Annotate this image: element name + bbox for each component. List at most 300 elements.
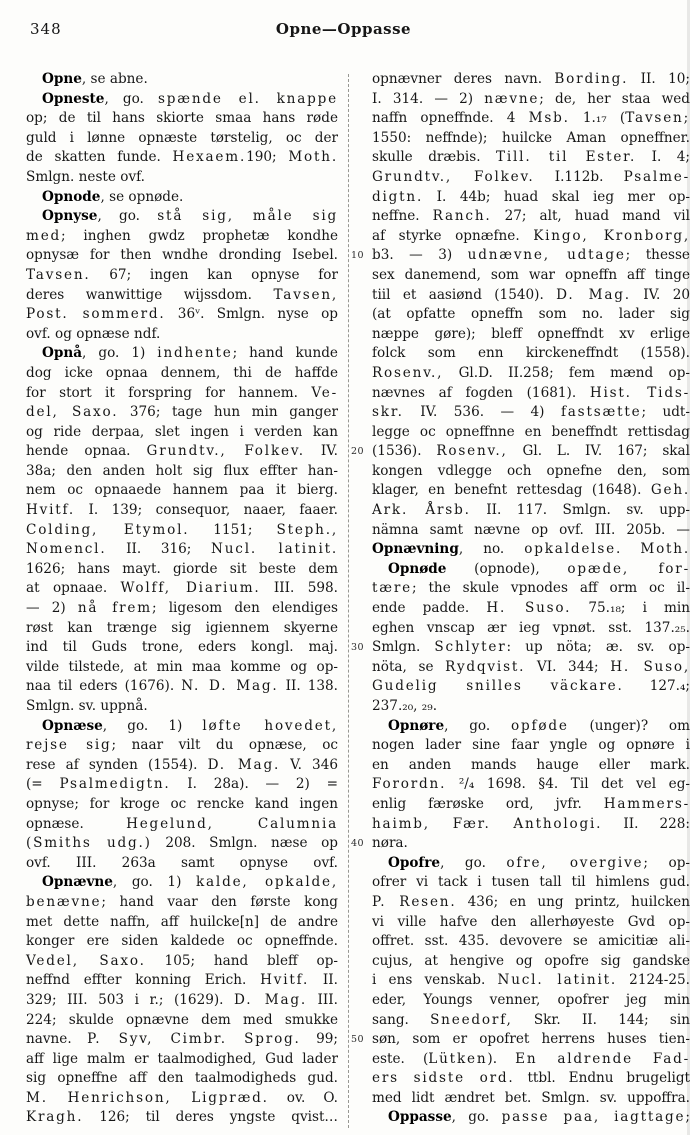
text-line [26,1011,338,1031]
text-segment: — 2) [26,600,78,617]
text-segment: 2124-25. [616,972,690,989]
text-segment: , se abne. [81,71,148,87]
text-line [26,70,338,90]
text-segment: ; hand vaar den første kong [101,893,338,910]
text-line [372,344,690,364]
text-segment: eghen vnscap ær ieg vpnøt. sst. 137.₂₅. [372,619,690,636]
text-line [26,246,338,266]
text-segment: røst kan trænge sig igiennem skyerne [26,619,338,636]
text-segment: neffnd effter konning Erich. [26,972,261,989]
text-line [372,109,690,129]
text-segment: (Smiths udg.) [26,835,152,852]
text-line [372,815,690,835]
text-segment: M. Henrichson, Ligpræd. [26,1089,269,1106]
text-segment: opæde, for- [567,560,690,577]
text-segment: søn, som er opofret herrens huses tien- [372,1031,690,1048]
text-segment: D. Mag. [234,991,307,1008]
text-line [26,501,338,521]
text-segment: kongen vdlegge och opnefne den, som [372,462,690,479]
text-segment: ²/₄ 1698. §4. Til det vel eg- [446,776,690,793]
text-segment: 99; [300,1031,338,1048]
text-segment: (at opfatte opneffn som no. lader sig [372,306,690,323]
text-line [372,932,690,952]
text-line [26,756,338,776]
text-segment: benævne [26,893,102,910]
text-segment: ; [685,1109,690,1126]
headword: Oppasse [388,1109,452,1126]
text-segment: løfte hovedet, [202,717,338,734]
text-segment: Nucl. latinit. [211,541,338,558]
text-segment: Tavsen; [625,110,690,127]
text-line [26,442,338,462]
text-line [372,148,690,168]
text-segment: IV. 536. — 4) [403,404,561,421]
text-line [26,1069,338,1089]
text-segment: Hvitf. [260,972,310,989]
text-segment: i ens venskab. [372,972,498,989]
text-segment: Ark. Årsb. [372,502,471,519]
text-line [372,286,690,306]
text-segment: 1626; hans mayt. giorde sit beste dem [26,560,338,577]
text-segment: opnævner deres navn. [372,71,555,87]
text-segment: Colding, Etymol. [26,521,190,538]
text-segment: med lidt ændret bet. Smlgn. sv. uppoffra. [372,1089,690,1106]
text-segment: 67; ingen kan opnyse for [90,266,338,283]
text-line [372,952,690,972]
text-segment: VI. 344; [525,658,611,675]
text-line [372,246,690,266]
text-segment: ). [487,1050,516,1067]
running-title: Opne—Oppasse [275,20,412,38]
text-segment: Psalme- [623,168,690,185]
text-line [26,384,338,404]
text-segment: fastsætte [560,404,642,421]
text-segment: Rosenv., [372,364,444,381]
text-segment: del, Saxo. [26,404,119,421]
text-segment: at opnaae. [26,580,121,597]
text-segment: sang. [372,1011,431,1028]
text-line [372,1089,690,1109]
page-number: 348 [30,20,62,38]
text-segment: III. [307,991,338,1008]
text-segment: D. Mag. [207,756,281,773]
text-line [26,423,338,443]
text-line [26,815,338,835]
text-line [372,658,690,678]
text-segment: Nomencl. [26,541,107,558]
text-line [26,560,338,580]
text-segment: Wolff, Diarium. [120,580,261,597]
text-segment: Ve- [311,384,338,401]
text-segment: II. 316; [106,541,212,558]
text-line [372,560,690,580]
text-line [26,286,338,306]
text-line [26,540,338,560]
text-segment: 376; tage hun min ganger [118,404,338,421]
text-segment: ; ligesom den elendiges [151,600,338,617]
headword: Opnævning [372,541,459,558]
text-line [26,188,338,208]
text-line [372,305,690,325]
text-segment: kalde, opkalde, [195,874,338,891]
text-segment: Smlgn. neste ovf. [26,168,145,185]
text-line [372,991,690,1011]
text-segment: , go. [104,90,158,107]
text-segment: opnyse; for kroge oc rencke kand ingen [26,795,338,812]
text-line [26,521,338,541]
headword: Opnå [42,345,83,362]
text-segment: Kingo, Kronborg, [533,227,690,244]
text-segment: ; udt- [641,404,690,421]
text-segment: indhente [157,345,233,362]
text-segment: ovf. og opnæse ndf. [26,325,161,342]
text-segment: en anden mands hauge eller mark. [372,756,690,773]
text-segment: ; the skule vpnodes aff orm oc il- [411,580,690,597]
text-segment: deres wanwittige wijssdom. [26,286,274,303]
headword: Opnyse [42,208,98,225]
text-segment: Msb. [528,110,570,127]
text-segment: Hammers- [603,795,690,812]
text-line [26,795,338,815]
text-line [26,775,338,795]
text-segment: Post. sommerd. [26,306,166,323]
text-segment: skulle dræbis. [372,149,497,166]
text-segment: II. 10; [628,71,690,87]
text-segment: Bording. [554,71,629,87]
text-line [372,423,690,443]
text-line [372,462,690,482]
text-line [26,344,338,364]
text-segment: ende padde. [372,600,487,617]
text-segment: ind til Guds trone, eders kongl. maj. [26,639,338,656]
text-segment: ovf. III. 263a samt opnyse ovf. [26,854,338,871]
text-segment: I. 4; [636,149,690,166]
text-segment: Sneedorf, [430,1011,513,1028]
text-segment: 190; [246,149,289,166]
text-segment: , go. [440,854,507,871]
text-segment: for stort it forspring for hannem. [26,384,312,401]
text-segment: II. 138. [278,678,338,695]
text-segment: enlig færøske ord, jvfr. [372,795,604,812]
line-number-marker: 10 [351,250,365,262]
text-segment: II. 117. Smlgn. sv. upp- [470,502,690,519]
text-segment: næppe gøre); bleff opneffndt xv erlige [372,325,690,342]
text-segment: op; de til hans skiorte smaa hans røde [26,110,338,127]
text-segment: , no. [458,541,525,558]
text-line [372,70,690,90]
text-line [26,207,338,227]
headword: Opnøde [388,560,447,577]
text-line [26,932,338,952]
text-segment: af styrke opnæfne. [372,227,534,244]
headword: Opnæse [42,717,103,734]
text-segment: ; de, her staa wed [539,90,690,107]
text-segment: (= [26,776,60,793]
text-segment: IV. [304,443,338,460]
text-line [372,599,690,619]
text-segment: (1536). [372,443,437,460]
text-line [26,462,338,482]
text-line [26,893,338,913]
text-segment: passe paa, iagttage [501,1109,686,1126]
text-segment: digtn. [372,188,424,205]
text-line [372,521,690,541]
text-segment: (unger)? om [568,717,690,734]
text-segment: legge oc opneffnne en beneffndt rettisdag [372,423,690,440]
text-segment: , go. [97,208,158,225]
text-segment: Grundtv., Folkev. [372,168,535,185]
right-column [351,70,690,1128]
text-segment: : up nöta; æ. sv. op- [506,639,690,656]
text-segment: naffn opneffnde. 4 [372,110,529,127]
text-segment: Grundtv., Folkev. [146,443,305,460]
line-number-marker: 40 [351,838,365,850]
headword: Opneste [42,90,105,107]
text-segment: Moth. [288,149,338,166]
text-line [372,717,690,737]
text-line [26,697,338,717]
text-segment: 75.₁₈; i min [571,600,690,617]
text-line [372,638,690,658]
text-segment: konger ere siden kaldede oc opneffnde. [26,933,338,950]
text-segment: klager, en benefnt rettesdag (1648). [372,482,651,499]
text-segment: Hvitf. [26,502,76,519]
text-line [372,834,690,854]
text-segment: nogen lader sine faar yngle og opnøre i [372,737,690,754]
text-line [26,90,338,110]
text-segment: Rydqvist. [445,658,526,675]
text-line [372,90,690,110]
text-line [26,873,338,893]
text-line [26,854,338,874]
text-line [372,540,690,560]
line-number-marker: 30 [351,642,365,654]
text-segment: I. 44b; huad skal ieg mer op- [423,188,690,205]
text-segment: Lütken [428,1050,488,1067]
text-line [372,971,690,991]
text-segment: sig opneffne aff den taalmodigheds gud. [26,1070,338,1087]
text-segment: Ranch. [432,208,492,225]
text-segment: Skr. II. 144; sin [512,1011,690,1028]
text-line [372,1108,690,1128]
text-segment: IV. 20 [630,286,690,303]
text-segment: 237.₂₀, ₂₉. [372,698,438,714]
text-segment: Psalmedigtn. [59,776,171,793]
text-segment: I.112b. [534,168,624,185]
text-segment: D. Mag. [556,286,631,303]
text-segment: spænde el. knappe [157,90,338,107]
text-line [26,266,338,286]
text-segment: Gl. L. IV. 167; skal [507,443,690,460]
text-line [372,677,690,697]
text-line [26,913,338,933]
text-segment: hende opnaa. [26,443,147,460]
text-segment: ; inghen gwdz prophetæ kondhe [61,227,338,244]
text-segment: 27; alt, huad mand vil [491,208,690,225]
text-segment: Hist. Tids- [589,384,690,401]
text-segment: 126; til deres yngste qvist… [83,1109,338,1126]
text-line [26,619,338,639]
text-segment: N. D. Mag. [181,678,279,695]
text-segment: sex danemend, som war opneffn aff tinge [372,266,690,283]
text-line [26,481,338,501]
text-segment: eder, Youngs venner, opofrer jeg min [372,991,690,1008]
text-segment: udnævne, udtage [467,247,626,264]
text-segment: stå sig, måle sig [157,208,338,225]
text-line [26,168,338,188]
text-line [26,638,338,658]
text-segment: , go. [451,1109,502,1126]
text-line [372,481,690,501]
text-segment: ; op- [643,854,690,871]
text-line [26,364,338,384]
text-line [372,501,690,521]
text-line [372,756,690,776]
text-segment: , se opnøde. [100,188,184,205]
text-segment: Hegelund, Calumnia [126,815,338,832]
text-line [372,1011,690,1031]
text-segment: , go. [444,717,512,734]
text-line [26,952,338,972]
text-line [372,619,690,639]
text-line [26,1108,338,1128]
text-segment: ov. O. [268,1089,338,1106]
text-segment: 105; hand bleff op- [145,952,338,969]
text-line [26,677,338,697]
text-segment: dog icke opnaa dennem, thi de haffde [26,364,338,381]
text-segment: 329; III. 503 i r.; (1629). [26,991,235,1008]
text-segment: nämna samt nævne op ovf. III. 205b. — [372,521,690,538]
headword: Opnode [42,188,101,205]
text-segment: 38a; den anden holt sig flux effter han- [26,462,338,479]
column-divider [348,74,349,1128]
text-segment: og ride derpaa, slet ingen i verden kan [26,423,338,440]
text-segment: I. 28a). — 2) = [170,776,339,793]
text-segment: cujus, at hengive og opofre sig gandske [372,952,690,969]
text-line [372,403,690,423]
text-segment: naa til eders (1676). [26,678,182,695]
text-segment: Kragh. [26,1109,84,1126]
text-segment: Forordn. [372,776,447,793]
text-line [372,893,690,913]
text-segment: , go. 1) [112,874,196,891]
text-line [26,1050,338,1070]
text-segment: folck som enn kirckeneffndt (1558). [372,345,690,362]
text-line [26,1030,338,1050]
text-segment: neffne. [372,208,433,225]
text-line [372,364,690,384]
text-segment: Tavsen, [273,286,338,303]
text-segment: I. 139; consequor, naaer, faaer. [75,502,338,519]
text-segment: Geh. [650,482,690,499]
text-segment: nævnes af fogden (1681). [372,384,590,401]
text-segment: ; hand kunde [232,345,338,362]
text-segment: Schlyter [434,639,507,656]
text-line [26,148,338,168]
text-segment: Smlgn. sv. uppnå. [26,698,148,714]
text-segment: opnæse. [26,815,127,832]
text-segment: ofre, overgive [506,854,644,871]
text-segment: 36ᵛ. Smlgn. nyse op [165,306,338,323]
text-segment: nem oc opnaaede hannem paa it bierg. [26,482,338,499]
text-segment: H. Suso, [610,658,690,675]
text-segment: vilde tilstede, at min maa komme og op- [26,658,338,675]
text-line [26,599,338,619]
text-segment: 1550: neffnde); huilcke Aman opneffner. [372,129,690,146]
text-segment: skr. [372,404,404,421]
text-segment: nöta, se [372,658,446,675]
text-line [372,1050,690,1070]
line-number-marker: 50 [351,1034,365,1046]
headword: Opne [42,71,82,87]
text-segment: nævne [484,90,540,107]
text-segment: (opnode), [446,560,568,577]
text-segment: tiil et aasiønd (1540). [372,286,557,303]
line-number-marker: 20 [351,446,365,458]
text-line [26,305,338,325]
text-segment: Rosenv., [436,443,508,460]
text-segment: Vedel, Saxo. [26,952,146,969]
text-segment: P. Syv, Cimbr. Sprog. [87,1031,301,1048]
text-line [26,325,338,345]
text-line [372,188,690,208]
text-line [26,658,338,678]
text-segment: , go. 1) [82,345,158,362]
text-segment: Steph., [276,521,338,538]
text-line [26,736,338,756]
text-segment: este. ( [372,1050,429,1067]
text-segment: 127.₄; [623,678,690,695]
text-line [26,834,338,854]
text-segment: nøra. [372,835,408,852]
text-segment: navne. [26,1031,88,1048]
text-segment: 224; skulde opnævne dem med smukke [26,1011,338,1028]
text-segment: 208. Smlgn. næse op [151,835,338,852]
text-line [372,775,690,795]
text-segment: opnysæ for then wndhe dronding Isebel. [26,247,338,264]
text-segment: Till. til Ester. [496,149,637,166]
text-segment: b3. — 3) [372,247,468,264]
text-line [26,991,338,1011]
text-segment: vi ville hafve den allerhøyeste Gvd op- [372,913,690,930]
text-line [372,697,690,717]
text-line [26,579,338,599]
text-segment: de skatten funde. [26,149,173,166]
text-line [26,1089,338,1109]
text-line [372,873,690,893]
text-segment: Nucl. latinit. [497,972,617,989]
text-segment: , go. 1) [102,717,203,734]
text-line [372,129,690,149]
text-line [372,736,690,756]
text-line [26,971,338,991]
text-segment: ers sidste ord. [372,1070,515,1087]
text-segment: II. [309,972,338,989]
text-line [372,442,690,462]
text-line [26,403,338,423]
text-segment: ; thesse [625,247,690,264]
headword: Opofre [388,854,441,871]
text-segment: ; naar vilt du opnæse, oc [111,737,339,754]
text-segment: Gudelig snilles väckare. [372,678,624,695]
text-line [372,168,690,188]
text-segment: H. Suso. [486,600,572,617]
text-segment: V. 346 [280,756,339,773]
text-segment: guld i lønne opnæste tørstelig, oc der [26,129,338,146]
text-segment: Moth. [640,541,690,558]
text-segment: opføde [511,717,569,734]
text-line [372,1030,690,1050]
